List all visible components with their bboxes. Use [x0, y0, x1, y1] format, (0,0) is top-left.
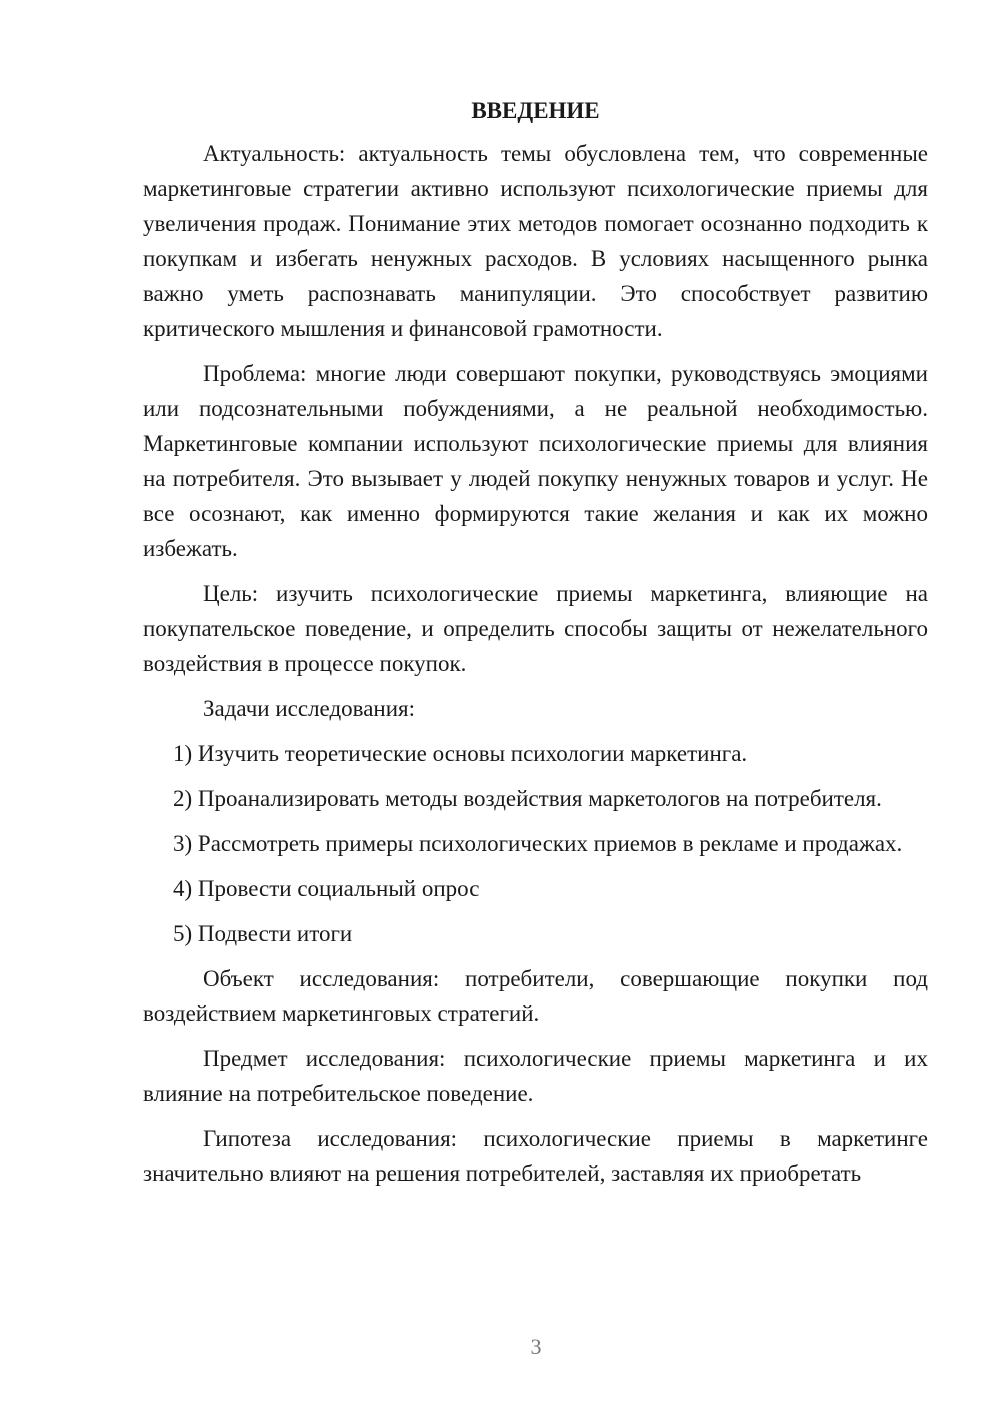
tasks-heading: Задачи исследования: — [203, 696, 416, 721]
task-item: 1) Изучить теоретические основы психологии маркетинга. — [173, 741, 748, 766]
task-item: 3) Рассмотреть примеры психологических приемов в рекламе и продажах. — [173, 831, 903, 856]
page-content — [143, 96, 928, 1201]
subject-paragraph: Предмет исследования: психологические приемы маркетинга и их влияние на потребительское поведение. — [143, 1046, 928, 1106]
task-item: 4) Провести социальный опрос — [173, 876, 480, 901]
page-number: 3 — [530, 1334, 542, 1359]
relevance-paragraph: Актуальность: актуальность темы обусловлена тем, что современные маркетинговые стратегии активно используют психологические приемы для увеличения продаж. Понимание этих методов помогает осознанно подходить к покупкам и избегать ненужных расходов. В условиях насыщенного рынка важно уметь распознавать манипуляции. Это способствует развитию критического мышления и финансовой грамотности. — [143, 141, 928, 341]
task-item: 2) Проанализировать методы воздействия маркетологов на потребителя. — [173, 786, 882, 811]
object-paragraph: Объект исследования: потребители, совершающие покупки под воздействием маркетинговых стратегий. — [143, 966, 928, 1026]
section-title: ВВЕДЕНИЕ — [471, 98, 600, 123]
problem-paragraph: Проблема: многие люди совершают покупки, руководствуясь эмоциями или подсознательными побуждениями, а не реальной необходимостью. Маркетинговые компании используют психологические приемы для влияния на потребителя. Это вызывает у людей покупку ненужных товаров и услуг. Не все осознают, как именно формируются такие желания и как их можно избежать. — [143, 361, 928, 561]
goal-paragraph: Цель: изучить психологические приемы маркетинга, влияющие на покупательское поведение, и определить способы защиты от нежелательного воздействия в процессе покупок. — [143, 581, 928, 676]
hypothesis-paragraph: Гипотеза исследования: психологические приемы в маркетинге значительно влияют на решения потребителей, заставляя их приобретать — [143, 1126, 928, 1186]
task-item: 5) Подвести итоги — [173, 921, 353, 946]
